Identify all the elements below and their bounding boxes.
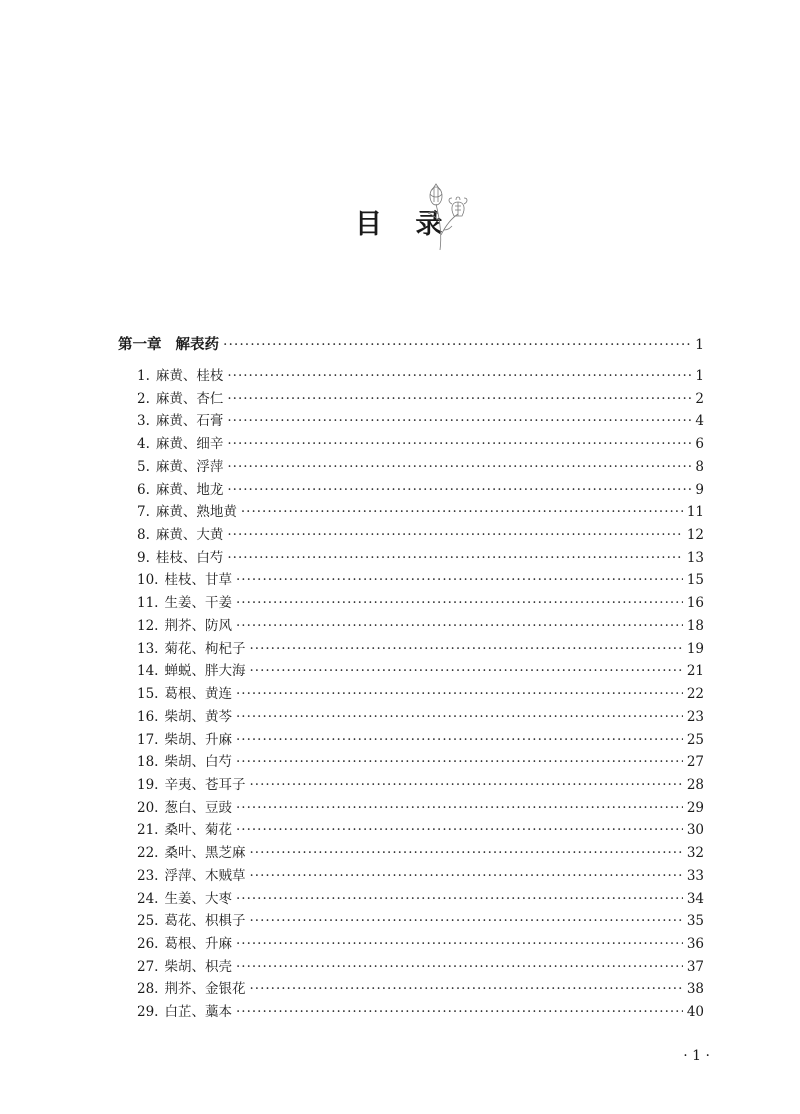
- entry-label: [137, 932, 232, 952]
- entry-title: 桂枝、白芍: [155, 549, 224, 566]
- dot-leader: [227, 413, 691, 429]
- dot-leader: [236, 686, 683, 702]
- entry-page-number: 36: [686, 935, 704, 952]
- entry-page-number: 21: [686, 663, 704, 680]
- entry-title: 浮萍、木贼草: [164, 867, 246, 884]
- entry-title: 葛花、枳椇子: [164, 913, 246, 930]
- entry-title: 桂枝、甘草: [164, 572, 232, 589]
- toc-entry[interactable]: [118, 364, 704, 387]
- dot-leader: [227, 391, 691, 407]
- entry-page-number: 29: [686, 799, 704, 816]
- entry-label: [137, 796, 232, 816]
- toc-entry[interactable]: [118, 728, 704, 751]
- entry-page-number: 13: [686, 549, 704, 566]
- entry-title: 辛夷、苍耳子: [164, 776, 246, 793]
- dot-leader: [249, 981, 682, 997]
- dot-leader: [236, 732, 683, 748]
- entry-number: 3.: [137, 413, 150, 430]
- entry-label: [137, 909, 245, 929]
- entry-number: 18.: [137, 754, 159, 771]
- entry-number: 26.: [137, 935, 159, 952]
- entry-label: [137, 773, 245, 793]
- entry-title: 生姜、干姜: [164, 595, 232, 612]
- entry-page-number: 27: [686, 754, 704, 771]
- entry-number: 24.: [137, 890, 159, 907]
- entry-number: 14.: [137, 663, 159, 680]
- entry-title: 麻黄、石膏: [155, 413, 224, 430]
- entry-number: 13.: [137, 640, 159, 657]
- chapter-label: 第一章 解表药: [118, 337, 219, 353]
- entry-page-number: 12: [686, 527, 704, 544]
- entry-number: 17.: [137, 731, 159, 748]
- toc-entry[interactable]: [118, 455, 704, 478]
- dot-leader: [223, 337, 691, 353]
- entry-label: [137, 546, 223, 566]
- page-title: 目 录: [355, 209, 455, 240]
- toc-entry[interactable]: [118, 591, 704, 614]
- entry-label: [137, 432, 223, 452]
- entry-title: 桑叶、菊花: [164, 822, 232, 839]
- entry-label: [137, 478, 223, 498]
- dot-leader: [236, 709, 683, 725]
- entry-label: [137, 659, 245, 679]
- entry-page-number: 15: [686, 572, 704, 589]
- entry-title: 麻黄、杏仁: [155, 390, 224, 407]
- dot-leader: [241, 504, 683, 520]
- toc-entry[interactable]: [118, 637, 704, 660]
- entry-title: 桑叶、黑芝麻: [164, 845, 246, 862]
- toc-entry[interactable]: [118, 432, 704, 455]
- entry-number: 4.: [137, 436, 150, 453]
- dot-leader: [249, 913, 682, 929]
- entry-page-number: 37: [686, 958, 704, 975]
- entry-label: [137, 500, 237, 520]
- entry-number: 19.: [137, 776, 159, 793]
- entry-title: 麻黄、熟地黄: [155, 504, 237, 521]
- entry-label: [137, 955, 232, 975]
- toc-entry[interactable]: [118, 750, 704, 773]
- entry-label: [137, 977, 245, 997]
- entry-page-number: 11: [686, 504, 704, 521]
- toc-entry[interactable]: [118, 409, 704, 432]
- chapter-page-number: 1: [695, 337, 704, 353]
- entry-page-number: 23: [686, 708, 704, 725]
- dot-leader: [227, 368, 691, 384]
- flower-sprig-icon: [426, 180, 470, 252]
- entry-title: 葱白、豆豉: [164, 799, 232, 816]
- entry-number: 1.: [137, 368, 150, 384]
- entry-number: 2.: [137, 390, 150, 407]
- toc-entry[interactable]: [118, 796, 704, 819]
- toc-entry[interactable]: [118, 932, 704, 955]
- dot-leader: [249, 845, 682, 861]
- entry-label: [137, 568, 232, 588]
- entry-title: 蝉蜕、胖大海: [164, 663, 246, 680]
- toc-entry[interactable]: [118, 864, 704, 887]
- entry-page-number: 22: [686, 686, 704, 703]
- entry-page-number: 16: [686, 595, 704, 612]
- dot-leader: [249, 868, 682, 884]
- toc-entry[interactable]: [118, 841, 704, 864]
- toc-entry[interactable]: [118, 818, 704, 841]
- entry-title: 麻黄、细辛: [155, 436, 224, 453]
- toc-entry[interactable]: [118, 887, 704, 910]
- entry-title: 麻黄、地龙: [155, 481, 224, 498]
- entry-label: [137, 887, 232, 907]
- chapter-row[interactable]: [118, 333, 704, 355]
- dot-leader: [249, 663, 682, 679]
- dot-leader: [227, 482, 691, 498]
- entry-title: 生姜、大枣: [164, 890, 232, 907]
- entry-number: 23.: [137, 867, 159, 884]
- entry-number: 29.: [137, 1004, 159, 1021]
- entry-page-number: 19: [686, 640, 704, 657]
- entry-title: 荆芥、金银花: [164, 981, 246, 998]
- title-area: [0, 180, 800, 260]
- entry-label: [137, 637, 245, 657]
- entry-page-number: 25: [686, 731, 704, 748]
- entry-label: [137, 818, 232, 838]
- dot-leader: [249, 777, 682, 793]
- entry-page-number: 6: [695, 436, 704, 453]
- toc-entry[interactable]: [118, 955, 704, 978]
- dot-leader: [227, 527, 682, 543]
- toc-entry[interactable]: [118, 478, 704, 501]
- dot-leader: [236, 1004, 683, 1020]
- entry-number: 21.: [137, 822, 159, 839]
- dot-leader: [236, 595, 683, 611]
- entry-number: 28.: [137, 981, 159, 998]
- entry-title: 葛根、黄连: [164, 686, 232, 703]
- table-of-contents: [118, 333, 704, 1023]
- toc-entry[interactable]: [118, 568, 704, 591]
- entry-label: [137, 614, 232, 634]
- entry-page-number: 18: [686, 617, 704, 634]
- dot-leader: [227, 459, 691, 475]
- entry-title: 麻黄、桂枝: [155, 368, 224, 384]
- dot-leader: [227, 436, 691, 452]
- toc-entry[interactable]: [118, 659, 704, 682]
- entry-page-number: 28: [686, 776, 704, 793]
- toc-entry[interactable]: [118, 500, 704, 523]
- entry-title: 菊花、枸杞子: [164, 640, 246, 657]
- entry-title: 白芷、藁本: [164, 1004, 232, 1021]
- entry-label: [137, 387, 223, 407]
- entry-number: 8.: [137, 527, 150, 544]
- entry-page-number: 38: [686, 981, 704, 998]
- entry-number: 11.: [137, 595, 159, 612]
- page-number: · 1 ·: [683, 1048, 710, 1064]
- dot-leader: [236, 891, 683, 907]
- entry-page-number: 4: [695, 413, 704, 430]
- dot-leader: [249, 641, 682, 657]
- entry-page-number: 40: [686, 1004, 704, 1021]
- entry-number: 12.: [137, 617, 159, 634]
- entry-label: [137, 705, 232, 725]
- entry-label: [137, 523, 223, 543]
- entry-title: 柴胡、升麻: [164, 731, 232, 748]
- entry-number: 16.: [137, 708, 159, 725]
- entry-page-number: 35: [686, 913, 704, 930]
- entry-label: [137, 455, 223, 475]
- dot-leader: [236, 822, 683, 838]
- toc-entry[interactable]: [118, 977, 704, 1000]
- dot-leader: [227, 550, 682, 566]
- entry-label: [137, 864, 245, 884]
- entry-title: 葛根、升麻: [164, 935, 232, 952]
- entry-number: 27.: [137, 958, 159, 975]
- dot-leader: [236, 754, 683, 770]
- toc-entry[interactable]: [118, 909, 704, 932]
- entry-number: 20.: [137, 799, 159, 816]
- entry-title: 柴胡、枳壳: [164, 958, 232, 975]
- entry-label: [137, 409, 223, 429]
- toc-entry[interactable]: [118, 614, 704, 637]
- toc-entry[interactable]: [118, 705, 704, 728]
- entry-number: 9.: [137, 549, 150, 566]
- dot-leader: [236, 572, 683, 588]
- entry-page-number: 34: [686, 890, 704, 907]
- toc-entry[interactable]: [118, 1000, 704, 1023]
- dot-leader: [236, 800, 683, 816]
- dot-leader: [236, 618, 683, 634]
- entry-page-number: 8: [695, 458, 704, 475]
- entry-number: 5.: [137, 458, 150, 475]
- entry-number: 25.: [137, 913, 159, 930]
- entry-label: [137, 1000, 232, 1020]
- toc-entry[interactable]: [118, 546, 704, 569]
- entry-title: 柴胡、黄芩: [164, 708, 232, 725]
- entry-number: 7.: [137, 504, 150, 521]
- entry-page-number: 9: [695, 481, 704, 498]
- entry-title: 荆芥、防风: [164, 617, 232, 634]
- entry-label: [137, 682, 232, 702]
- entry-label: [137, 364, 223, 384]
- entry-title: 麻黄、大黄: [155, 527, 224, 544]
- entry-number: 15.: [137, 686, 159, 703]
- entry-page-number: 30: [686, 822, 704, 839]
- toc-entries: [118, 364, 704, 1023]
- entry-label: [137, 841, 245, 861]
- entry-label: [137, 750, 232, 770]
- toc-entry[interactable]: [118, 387, 704, 410]
- entry-number: 10.: [137, 572, 159, 589]
- dot-leader: [236, 936, 683, 952]
- entry-page-number: 32: [686, 845, 704, 862]
- entry-page-number: 1: [695, 368, 704, 384]
- entry-label: [137, 728, 232, 748]
- entry-title: 麻黄、浮萍: [155, 458, 224, 475]
- entry-page-number: 2: [695, 390, 704, 407]
- entry-number: 22.: [137, 845, 159, 862]
- dot-leader: [236, 959, 683, 975]
- entry-page-number: 33: [686, 867, 704, 884]
- entry-label: [137, 591, 232, 611]
- toc-entry[interactable]: [118, 773, 704, 796]
- toc-entry[interactable]: [118, 682, 704, 705]
- entry-number: 6.: [137, 481, 150, 498]
- toc-entry[interactable]: [118, 523, 704, 546]
- entry-title: 柴胡、白芍: [164, 754, 232, 771]
